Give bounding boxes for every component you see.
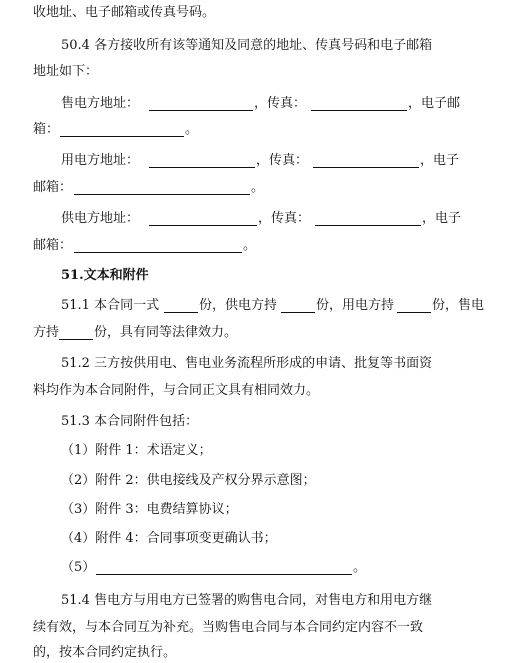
clause-51-4-line — [33, 618, 507, 638]
period: 。 — [251, 180, 265, 195]
user-email-blank — [74, 181, 250, 195]
text-fragment: 份，具有同等法律效力。 — [94, 325, 238, 340]
attachment-item — [0, 558, 507, 578]
text-fragment: 50.4 各方接收所有该等通知及同意的地址、传真号码和电子邮箱 — [61, 38, 433, 53]
seller-email-blank — [60, 123, 184, 137]
supplier-address-line — [0, 209, 507, 229]
text-fragment: 续有效，与本合同互为补充。当购售电合同与本合同约定内容不一致 — [33, 620, 424, 635]
copies-total-blank — [164, 299, 198, 313]
text-fragment: 方持 — [33, 325, 60, 340]
clause-51-4-line — [33, 643, 507, 663]
seller-email-line — [0, 120, 507, 140]
text-fragment: 收地址、电子邮箱或传真号码。 — [33, 5, 216, 20]
supplier-address-blank — [149, 212, 257, 226]
seller-address-line — [0, 94, 507, 114]
attachment-5-blank — [96, 561, 352, 575]
email-label: ，电子 — [420, 153, 460, 168]
copies-user-blank — [397, 299, 431, 313]
text-fragment: 51.2 三方按供用电、售电业务流程所形成的申请、批复等书面资 — [61, 356, 433, 371]
attachment-item — [61, 529, 507, 549]
text-fragment: 51.1 本合同一式 — [61, 298, 160, 313]
text-fragment: 51.4 售电方与用电方已签署的购售电合同，对售电方和用电方继 — [61, 593, 433, 608]
period: 。 — [243, 238, 257, 253]
supplier-address-label: 供电方地址： — [61, 211, 140, 226]
section-title — [61, 266, 507, 286]
text-fragment: 料均作为本合同附件，与合同正文具有相同效力。 — [33, 383, 320, 398]
clause-51-1-line — [0, 323, 507, 343]
text-fragment: 份，用电方持 — [316, 298, 395, 313]
text-fragment: 51.3 本合同附件包括： — [61, 414, 199, 429]
fax-label: ，传真： — [258, 211, 311, 226]
seller-address-label: 售电方地址： — [61, 96, 140, 111]
section-title-text: 51.文本和附件 — [61, 268, 149, 283]
email-label: 邮箱： — [33, 180, 73, 195]
email-label: ，电子 — [422, 211, 462, 226]
copies-supplier-blank — [281, 299, 315, 313]
supplier-email-blank — [74, 239, 242, 253]
user-address-blank — [149, 154, 255, 168]
clause-51-2-line — [33, 381, 507, 401]
text-fragment: （1）附件 1：术语定义； — [61, 443, 212, 458]
user-address-label: 用电方地址： — [61, 153, 140, 168]
text-line — [33, 3, 507, 23]
text-fragment: 地址如下： — [33, 64, 99, 79]
supplier-email-line — [0, 236, 507, 256]
clause-51-2-line — [61, 354, 507, 374]
attachment-item — [61, 500, 507, 520]
user-fax-blank — [313, 154, 419, 168]
text-fragment: 的，按本合同约定执行。 — [33, 645, 177, 660]
text-fragment: 份，售电 — [432, 298, 485, 313]
text-fragment: （4）附件 4：合同事项变更确认书； — [61, 531, 277, 546]
text-line — [33, 62, 507, 82]
copies-seller-blank — [59, 326, 93, 340]
fax-label: ，传真： — [254, 96, 307, 111]
text-line — [61, 36, 507, 56]
supplier-fax-blank — [315, 212, 421, 226]
text-fragment: 份，供电方持 — [199, 298, 278, 313]
user-address-line — [0, 151, 507, 171]
user-email-line — [0, 178, 507, 198]
email-label: 邮箱： — [33, 238, 73, 253]
period: 。 — [353, 560, 367, 575]
period: 。 — [185, 122, 199, 137]
clause-51-3-line — [61, 412, 507, 432]
seller-address-blank — [149, 97, 253, 111]
clause-51-1-line — [0, 296, 507, 316]
text-fragment: （5） — [61, 560, 96, 575]
fax-label: ，传真： — [256, 153, 309, 168]
attachment-item — [61, 471, 507, 491]
text-fragment: （2）附件 2：供电接线及产权分界示意图； — [61, 473, 316, 488]
text-fragment: （3）附件 3：电费结算协议； — [61, 502, 238, 517]
attachment-item — [61, 441, 507, 461]
email-label: ，电子邮 — [408, 96, 461, 111]
clause-51-4-line — [61, 591, 507, 611]
email-label: 箱： — [33, 122, 60, 137]
seller-fax-blank — [311, 97, 407, 111]
